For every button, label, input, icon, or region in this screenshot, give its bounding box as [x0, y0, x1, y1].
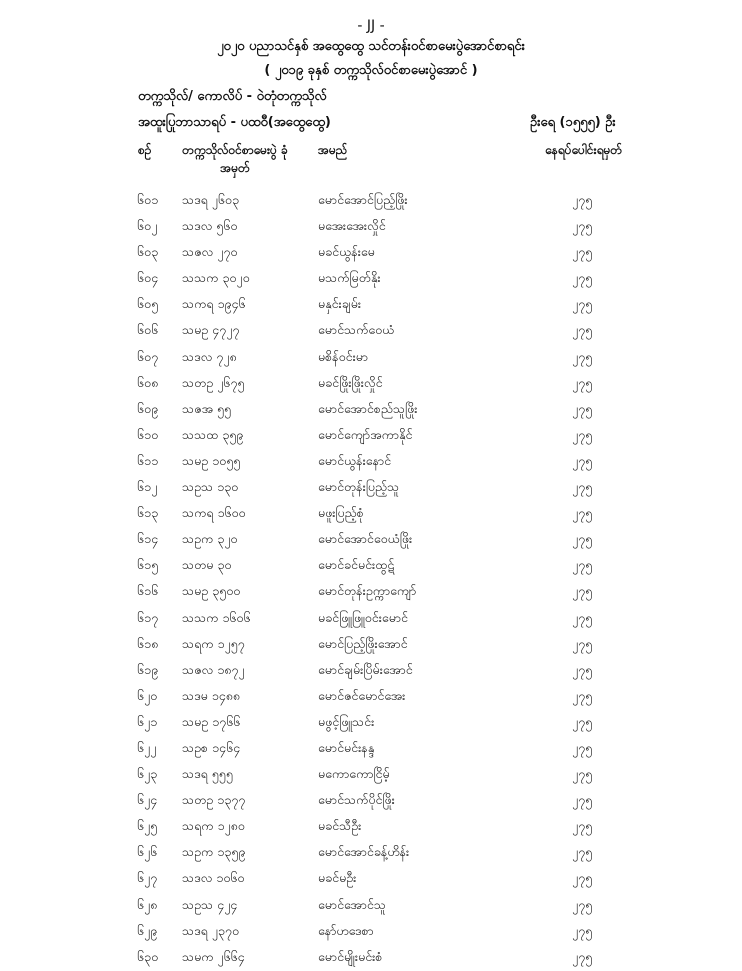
table-row: [0, 397, 742, 423]
row-number: ၆၀၉: [137, 400, 159, 416]
table-row: [0, 632, 742, 658]
table-row: [0, 318, 742, 344]
student-name: မောင်အောင်ခန့်ဟိန်း: [318, 844, 410, 860]
total-marks: ၂၇၅: [572, 687, 593, 703]
student-name: မောင်တုန်းပြည့်သူ: [318, 479, 400, 495]
total-marks: ၂၇၅: [572, 922, 593, 938]
student-name: မခင်မဦး: [318, 870, 357, 886]
table-row: [0, 266, 742, 292]
total-marks: ၂၇၅: [572, 322, 593, 338]
roll-number: သဒရ ၂၃၇၀: [182, 922, 239, 938]
column-header-marks: နေရပ်ပေါင်းရမှတ်: [545, 143, 623, 157]
table-row: [0, 579, 742, 605]
total-marks: ၂၇၅: [572, 426, 593, 442]
student-name: မောင်ပြည့်ဖြိုးအောင်: [318, 635, 408, 651]
roll-number: သသထ ၃၅၉: [182, 426, 244, 442]
subject-line: အထူးပြုဘာသာရပ် - ပထဝီ(အထွေထွေ): [138, 115, 331, 130]
roll-number: သဥစ ၁၄၆၄: [182, 739, 241, 755]
row-number: ၆၀၅: [137, 296, 159, 312]
roll-number: သဒရ ၂၆၀၃: [182, 192, 239, 207]
roll-number: သဥက ၃၂၀: [182, 531, 238, 547]
row-number: ၆၀၁: [137, 192, 159, 207]
student-name: မောင်သက်ပိုင်ဖြိုး: [318, 792, 395, 808]
table-row: [0, 736, 742, 762]
roll-number: သမဥ ၄၇၂၇: [182, 322, 240, 338]
table-row: [0, 762, 742, 788]
roll-number: သတဥ ၁၃၇၇: [182, 792, 246, 808]
roll-number: သဒလ ၁၀၆၀: [182, 870, 245, 886]
table-row: [0, 527, 742, 553]
table-row: [0, 240, 742, 266]
row-number: ၆၂၆: [137, 844, 158, 860]
student-name: မောင်ယွန်းနောင်: [318, 452, 392, 468]
total-marks: ၂၇၅: [572, 739, 593, 755]
row-number: ၆၀၂: [137, 218, 158, 234]
row-number: ၆၂၀: [137, 687, 158, 703]
total-marks: ၂၇၅: [572, 192, 593, 207]
row-number: ၆၂၅: [137, 818, 158, 834]
table-row: [0, 840, 742, 866]
student-name: မခင်သီဦး: [318, 818, 362, 834]
total-marks: ၂၇၅: [572, 818, 593, 834]
total-marks: ၂၇၅: [572, 348, 593, 364]
table-row: [0, 684, 742, 710]
student-name: မသက်မြတ်နိုး: [318, 270, 381, 286]
table-row: [0, 423, 742, 449]
table-row: [0, 345, 742, 371]
table-row: [0, 893, 742, 919]
roll-number: သဒလ ၇၂၈: [182, 348, 237, 364]
total-marks: ၂၇၅: [572, 531, 593, 547]
total-marks: ၂၇၅: [572, 713, 593, 729]
university-line: တက္ကသိုလ်/ ကောလိပ် - ဝဲတုံတက္ကသိုလ်: [138, 89, 327, 104]
roll-number: သရက ၁၂၅၇: [182, 635, 245, 651]
column-header-name: အမည်: [318, 143, 348, 157]
table-row: [0, 658, 742, 684]
table-row: [0, 214, 742, 240]
student-name: မခင်ဖြိုးဖြိုးလှိုင်: [318, 374, 383, 390]
student-name: မောင်မင်းနန္ဒ: [318, 739, 375, 755]
student-name: မောင်ချမ်းပြိမ်းအောင်: [318, 661, 413, 677]
results-list: [0, 188, 742, 971]
total-marks: ၂၇၅: [572, 896, 593, 912]
row-number: ၆၁၈: [137, 635, 159, 651]
row-number: ၆၁၆: [137, 583, 159, 599]
row-number: ၆၁၀: [137, 426, 159, 442]
column-header-no: စဉ်: [138, 143, 152, 157]
roll-number: သကရ ၁၆၀၀: [182, 505, 246, 521]
total-marks: ၂၇၅: [572, 844, 593, 860]
table-row: [0, 866, 742, 892]
row-number: ၆၂၃: [137, 766, 158, 782]
table-row: [0, 788, 742, 814]
row-number: ၆၂၂: [137, 739, 157, 755]
roll-number: သကရ ၁၉၄၆: [182, 296, 246, 312]
roll-number: သဇလ ၁၈၇၂: [182, 661, 245, 677]
roll-number: သမဥ ၃၅၀၀: [182, 583, 241, 599]
row-number: ၆၂၄: [137, 792, 158, 808]
row-number: ၆၂၇: [137, 870, 158, 886]
row-number: ၆၀၃: [137, 244, 159, 260]
roll-number: သသက ၃၀၂၀: [182, 270, 250, 286]
total-marks: ၂၇၅: [572, 374, 593, 390]
table-row: [0, 945, 742, 971]
roll-number: သမက ၂၆၆၄: [182, 948, 245, 964]
row-number: ၆၁၃: [137, 505, 159, 521]
student-name: မောင်အောင်ဝေယံဖြိုး: [318, 531, 413, 547]
roll-number: သဥက ၁၃၅၉: [182, 844, 246, 860]
document-subtitle: ( ၂၀၁၉ ခုနှစ် တက္ကသိုလ်ဝင်စာမေးပွဲအောင် ): [264, 63, 478, 78]
total-marks: ၂၇၅: [572, 270, 593, 286]
row-number: ၆၁၄: [137, 531, 159, 547]
student-name: နော်ဟဒေစာ: [318, 922, 374, 938]
total-marks: ၂၇၅: [572, 244, 593, 260]
roll-number: သရက ၁၂၈၀: [182, 818, 245, 834]
roll-number: သမဥ ၁၇၆၆: [182, 713, 241, 729]
student-name: မနှင်းချမ်း: [318, 296, 362, 312]
row-number: ၆၁၉: [137, 661, 159, 677]
row-number: ၆၃၀: [137, 948, 159, 964]
row-number: ၆၀၆: [137, 322, 159, 338]
roll-number: သဒရ ၅၅၅: [182, 766, 233, 782]
student-name: မောင်အောင်ပြည့်ဖြိုး: [318, 192, 408, 207]
student-name: မောင်ဇင်မောင်အေး: [318, 687, 406, 703]
table-row: [0, 919, 742, 945]
total-marks: ၂၇၅: [572, 557, 593, 573]
roll-number: သမဥ ၁၀၅၅: [182, 452, 241, 468]
row-number: ၆၁၇: [137, 609, 159, 625]
student-name: မခင်ဖြူဖြူဝင်းမောင်: [318, 609, 408, 625]
total-marks: ၂၇၅: [572, 400, 593, 416]
row-number: ၆၀၈: [137, 374, 159, 390]
page-number: - JJ -: [357, 18, 385, 34]
total-marks: ၂၇၅: [572, 505, 593, 521]
row-number: ၆၁၅: [137, 557, 159, 573]
table-row: [0, 292, 742, 318]
student-name: မကောကောငြိမ့်: [318, 766, 390, 782]
table-row: [0, 553, 742, 579]
table-row: [0, 475, 742, 501]
total-marks: ၂၇၅: [572, 870, 593, 886]
column-header-roll: တက္ကသိုလ်ဝင်စာမေးပွဲ ခုံအမှတ်: [182, 143, 288, 175]
student-name: မောင်ခင်မင်းထွဋ်: [318, 557, 395, 573]
total-marks: ၂၇၅: [572, 766, 593, 782]
count-line: ဦးရေ (၁၅၅၅) ဦး: [530, 115, 616, 130]
row-number: ၆၂၉: [137, 922, 158, 938]
table-row: [0, 188, 742, 214]
row-number: ၆၂၈: [137, 896, 158, 912]
roll-number: သဥသ ၁၃၀: [182, 479, 239, 495]
row-number: ၆၂၁: [137, 713, 158, 729]
student-name: မောင်အောင်သူ: [318, 896, 386, 912]
total-marks: ၂၇၅: [572, 792, 593, 808]
student-name: မဖွင့်ဖြူသင်း: [318, 713, 375, 729]
roll-number: သသက ၁၆၀၆: [182, 609, 251, 625]
total-marks: ၂၇၅: [572, 583, 593, 599]
row-number: ၆၁၁: [137, 452, 159, 468]
row-number: ၆၀၇: [137, 348, 159, 364]
student-name: မစိန်ဝင်းမာ: [318, 348, 369, 364]
total-marks: ၂၇၅: [572, 452, 593, 468]
total-marks: ၂၇၅: [572, 218, 593, 234]
table-row: [0, 710, 742, 736]
student-name: မောင်သက်ဝေယံ: [318, 322, 395, 338]
total-marks: ၂၇၅: [572, 609, 593, 625]
student-name: မဖူးပြည့်စုံ: [318, 505, 364, 521]
roll-number: သတမ ၃၀: [182, 557, 232, 573]
student-name: မောင်တုန်းဥက္ကာကျော်: [318, 583, 417, 599]
total-marks: ၂၇၅: [572, 661, 593, 677]
table-row: [0, 371, 742, 397]
total-marks: ၂၇၅: [572, 479, 593, 495]
roll-number: သတဥ ၂၆၇၅: [182, 374, 245, 390]
table-row: [0, 814, 742, 840]
table-row: [0, 606, 742, 632]
student-name: မောင်မျိုးမင်းစံ: [318, 948, 383, 964]
student-name: မောင်အောင်စည်သူဖြိုး: [318, 400, 418, 416]
roll-number: သဒလ ၅၆၀: [182, 218, 238, 234]
roll-number: သဇအ ၅၅: [182, 400, 232, 416]
total-marks: ၂၇၅: [572, 635, 593, 651]
student-name: မအေးအေးလှိုင်: [318, 218, 386, 234]
total-marks: ၂၇၅: [572, 296, 593, 312]
roll-number: သဥသ ၄၂၄: [182, 896, 238, 912]
table-row: [0, 449, 742, 475]
document-title: ၂၀၂၀ ပညာသင်နှစ် အထွေထွေ သင်တန်းဝင်စာမေးပွဲအောင်စာရင်း: [217, 39, 525, 54]
student-name: မောင်ကျော်အကာနိုင်: [318, 426, 413, 442]
roll-number: သဇလ ၂၇၀: [182, 244, 238, 260]
student-name: မခင်ယွန်းမေ: [318, 244, 375, 260]
row-number: ၆၀၄: [137, 270, 159, 286]
total-marks: ၂၇၅: [572, 948, 593, 964]
roll-number: သဒမ ၁၄၈၈: [182, 687, 241, 703]
table-row: [0, 501, 742, 527]
row-number: ၆၁၂: [137, 479, 158, 495]
